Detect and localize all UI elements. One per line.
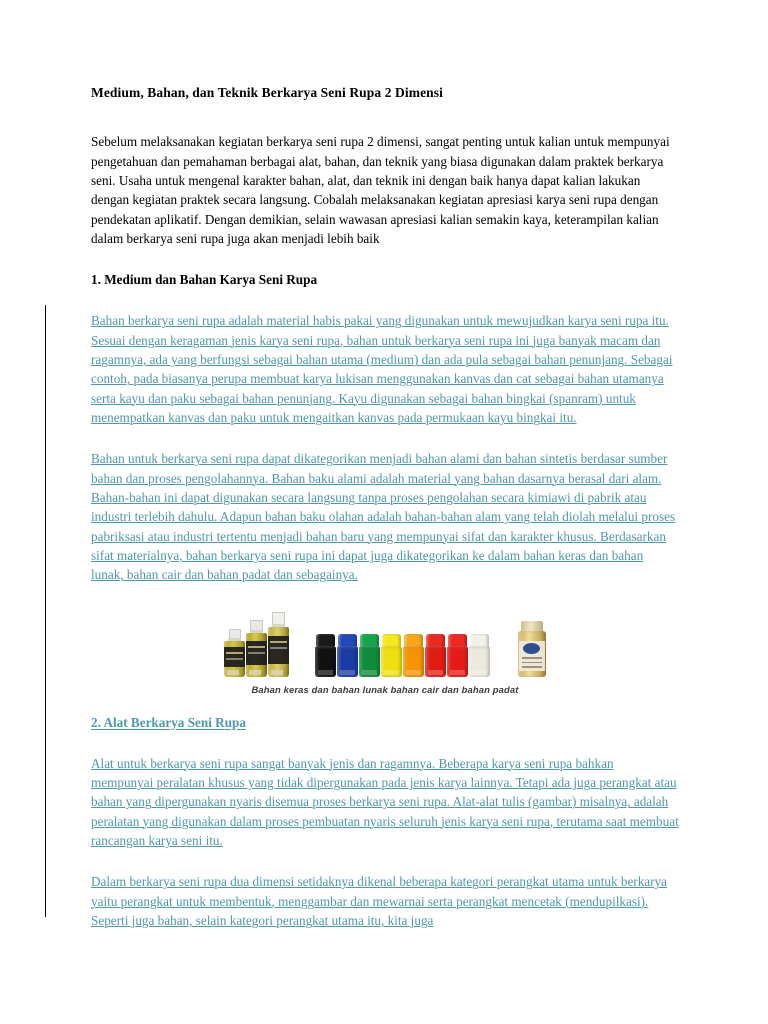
materials-figure	[91, 607, 679, 695]
paint-jar-blue	[337, 634, 358, 677]
paint-jar-orange	[403, 634, 424, 677]
paint-jars-group	[315, 613, 490, 677]
bottle-cap	[229, 629, 241, 638]
gel-jar-body	[518, 631, 546, 677]
paint-jar-white	[469, 634, 490, 677]
section-heading-alat-berkarya[interactable]: 2. Alat Berkarya Seni Rupa	[91, 714, 246, 730]
gel-jar-logo	[523, 643, 540, 654]
medium-bottle-tall	[268, 612, 289, 677]
bottle-cap	[272, 612, 285, 624]
paint-jar-green	[359, 634, 380, 677]
bottle-label	[268, 636, 289, 664]
document-content	[91, 84, 679, 952]
bottle-label	[246, 641, 267, 666]
bottle-body	[268, 627, 289, 677]
page-title: Medium, Bahan, dan Teknik Berkarya Seni Rupa 2 Dimensi	[91, 85, 443, 100]
section-one-paragraph-1[interactable]: Bahan berkarya seni rupa adalah material habis pakai yang digunakan untuk mewujudkan karya seni rupa itu. Sesuai dengan keragaman jenis karya seni rupa, bahan untuk berkarya seni rupa ini juga banyak macam dan ragamnya, ada yang berfungsi sebagai bahan utama (medium) dan ada pula sebagai bahan penunjang. Sebagai contoh, pada biasanya perupa membuat karya lukisan menggunakan kanvas dan cat sebagai bahan utamanya serta kayu dan paku sebagai bahan penunjang. Kayu digunakan sebagai bahan bingkai (spanram) untuk menempatkan kanvas dan paku untuk mengaitkan kanvas pada permukaan kayu bingkai itu.	[91, 313, 673, 425]
intro-paragraph: Sebelum melaksanakan kegiatan berkarya seni rupa 2 dimensi, sangat penting untuk kalian untuk mempunyai pengetahuan dan pemahaman berbagai alat, bahan, dan teknik yang biasa digunakan dalam praktek berkarya seni. Usaha untuk mengenal karakter bahan, alat, dan teknik ini dengan baik hanya dapat kalian lakukan dengan kegiatan praktek secara langsung. Cobalah melaksanakan kegiatan apresiasi karya seni rupa dengan pendekatan aplikatif. Dengan demikian, selain wawasan apresiasi kalian semakin kaya, keterampilan kalian dalam berkarya seni rupa juga akan menjadi lebih baik	[91, 134, 670, 246]
gel-medium-jar	[518, 621, 546, 677]
bottle-label	[224, 647, 245, 667]
left-vertical-rule	[45, 305, 46, 917]
bottle-body	[246, 633, 267, 677]
paint-jar-yellow	[381, 634, 402, 677]
paint-jar-black	[315, 634, 336, 677]
section-heading-medium-dan-bahan: 1. Medium dan Bahan Karya Seni Rupa	[91, 272, 318, 288]
gel-jar-cap	[521, 621, 543, 631]
figure-caption: Bahan keras dan bahan lunak bahan cair dan bahan padat	[251, 683, 519, 695]
medium-bottle-small	[224, 629, 245, 677]
medium-bottle-medium	[246, 620, 267, 677]
materials-photo	[220, 613, 550, 677]
medium-bottles-group	[224, 613, 289, 677]
paint-jar-red	[425, 634, 446, 677]
bottle-cap	[250, 620, 263, 630]
section-one-paragraph-2[interactable]: Bahan untuk berkarya seni rupa dapat dikategorikan menjadi bahan alami dan bahan sintetis berdasar sumber bahan dan proses pengolahannya. Bahan baku alami adalah material yang bahan dasarnya berasal dari alam. Bahan-bahan ini dapat digunakan secara langsung tanpa proses pengolahan secara kimiawi di pabrik atau industri terlebih dahulu. Adapun bahan baku olahan adalah bahan-bahan alam yang telah diolah melalui proses pabriksasi atau industri tertentu menjadi bahan baru yang mempunyai sifat dan karakter khusus. Berdasarkan sifat materialnya, bahan berkarya seni rupa ini dapat juga dikategorikan ke dalam bahan keras dan bahan lunak, bahan cair dan bahan padat dan sebagainya.	[91, 451, 676, 583]
paint-jar-crimson	[447, 634, 468, 677]
section-two-paragraph-1[interactable]: Alat untuk berkarya seni rupa sangat banyak jenis dan ragamnya. Beberapa karya seni rupa bahkan mempunyai peralatan khusus yang tidak dipergunakan pada jenis karya lainnya. Tetapi ada juga perangkat atau bahan yang dipergunakan nyaris disemua proses berkarya seni rupa. Alat-alat tulis (gambar) misalnya, adalah peralatan yang digunakan dalam proses pembuatan nyaris seluruh jenis karya seni rupa, terutama saat membuat rancangan karya seni itu.	[91, 755, 679, 849]
section-two-paragraph-2[interactable]: Dalam berkarya seni rupa dua dimensi setidaknya dikenal beberapa kategori perangkat utama untuk berkarya yaitu perangkat untuk membentuk, menggambar dan mewarnai serta perangkat mencetak (mendupilkasi). Seperti juga bahan, selain kategori perangkat utama itu, kita juga	[91, 874, 667, 929]
bottle-body	[224, 641, 245, 677]
